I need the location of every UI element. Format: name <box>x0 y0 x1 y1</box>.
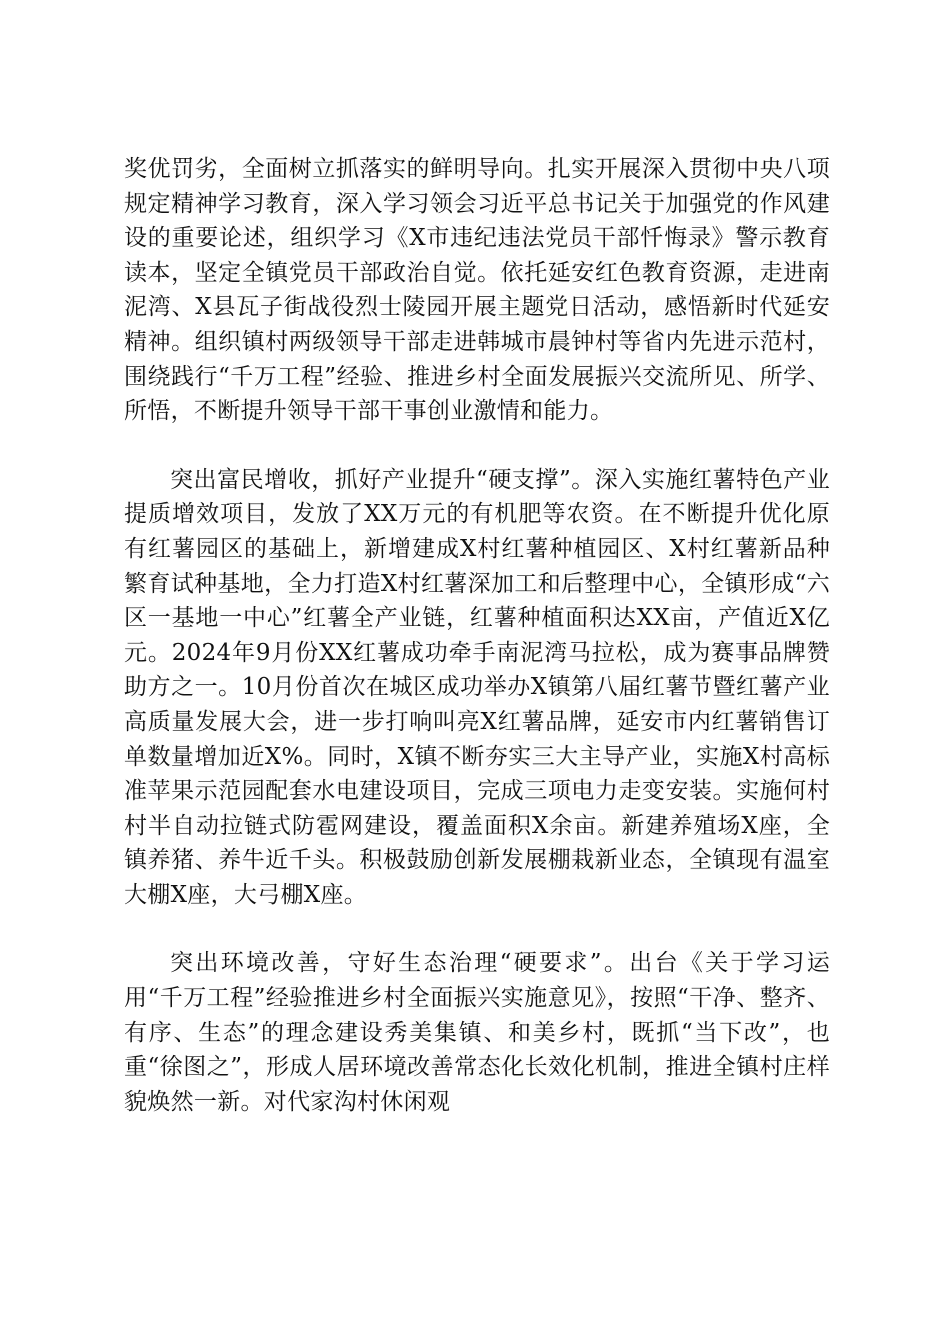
paragraph-industry-income: 突出富民增收，抓好产业提升“硬支撑”。深入实施红薯特色产业提质增效项目，发放了XX万元的有机肥等农资。在不断提升优化原有红薯园区的基础上，新增建成X村红薯种植园区、X村红薯新品种繁育试种基地，全力打造X村红薯深加工和后整理中心，全镇形成“六区一基地一中心”红薯全产业链，红薯种植面积达XX亩，产值近X亿元。2024年9月份XX红薯成功牵手南泥湾马拉松，成为赛事品牌赞助方之一。10月份首次在城区成功举办X镇第八届红薯节暨红薯产业高质量发展大会，进一步打响叫亮X红薯品牌，延安市内红薯销售订单数量增加近X%。同时，X镇不断夯实三大主导产业，实施X村高标准苹果示范园配套水电建设项目，完成三项电力走变安装。实施何村村半自动拉链式防雹网建设，覆盖面积X余亩。新建养殖场X座，全镇养猪、养牛近千头。积极鼓励创新发展棚栽新业态，全镇现有温室大棚X座，大弓棚X座。 <box>124 466 830 908</box>
document-body <box>124 152 830 1119</box>
paragraph-environment: 突出环境改善，守好生态治理“硬要求”。出台《关于学习运用“千万工程”经验推进乡村全面振兴实施意见》，按照“干净、整齐、有序、生态”的理念建设秀美集镇、和美乡村，既抓“当下改”，也重“徐图之”，形成人居环境改善常态化长效化机制，推进全镇村庄样貌焕然一新。对代家沟村休闲观 <box>124 950 830 1115</box>
paragraph-work-style: 奖优罚劣，全面树立抓落实的鲜明导向。扎实开展深入贯彻中央八项规定精神学习教育，深入学习领会习近平总书记关于加强党的作风建设的重要论述，组织学习《X市违纪违法党员干部忏悔录》警示教育读本，坚定全镇党员干部政治自觉。依托延安红色教育资源，走进南泥湾、X县瓦子街战役烈士陵园开展主题党日活动，感悟新时代延安精神。组织镇村两级领导干部走进韩城市晨钟村等省内先进示范村，围绕践行“千万工程”经验、推进乡村全面发展振兴交流所见、所学、所悟，不断提升领导干部干事创业激情和能力。 <box>124 156 830 425</box>
